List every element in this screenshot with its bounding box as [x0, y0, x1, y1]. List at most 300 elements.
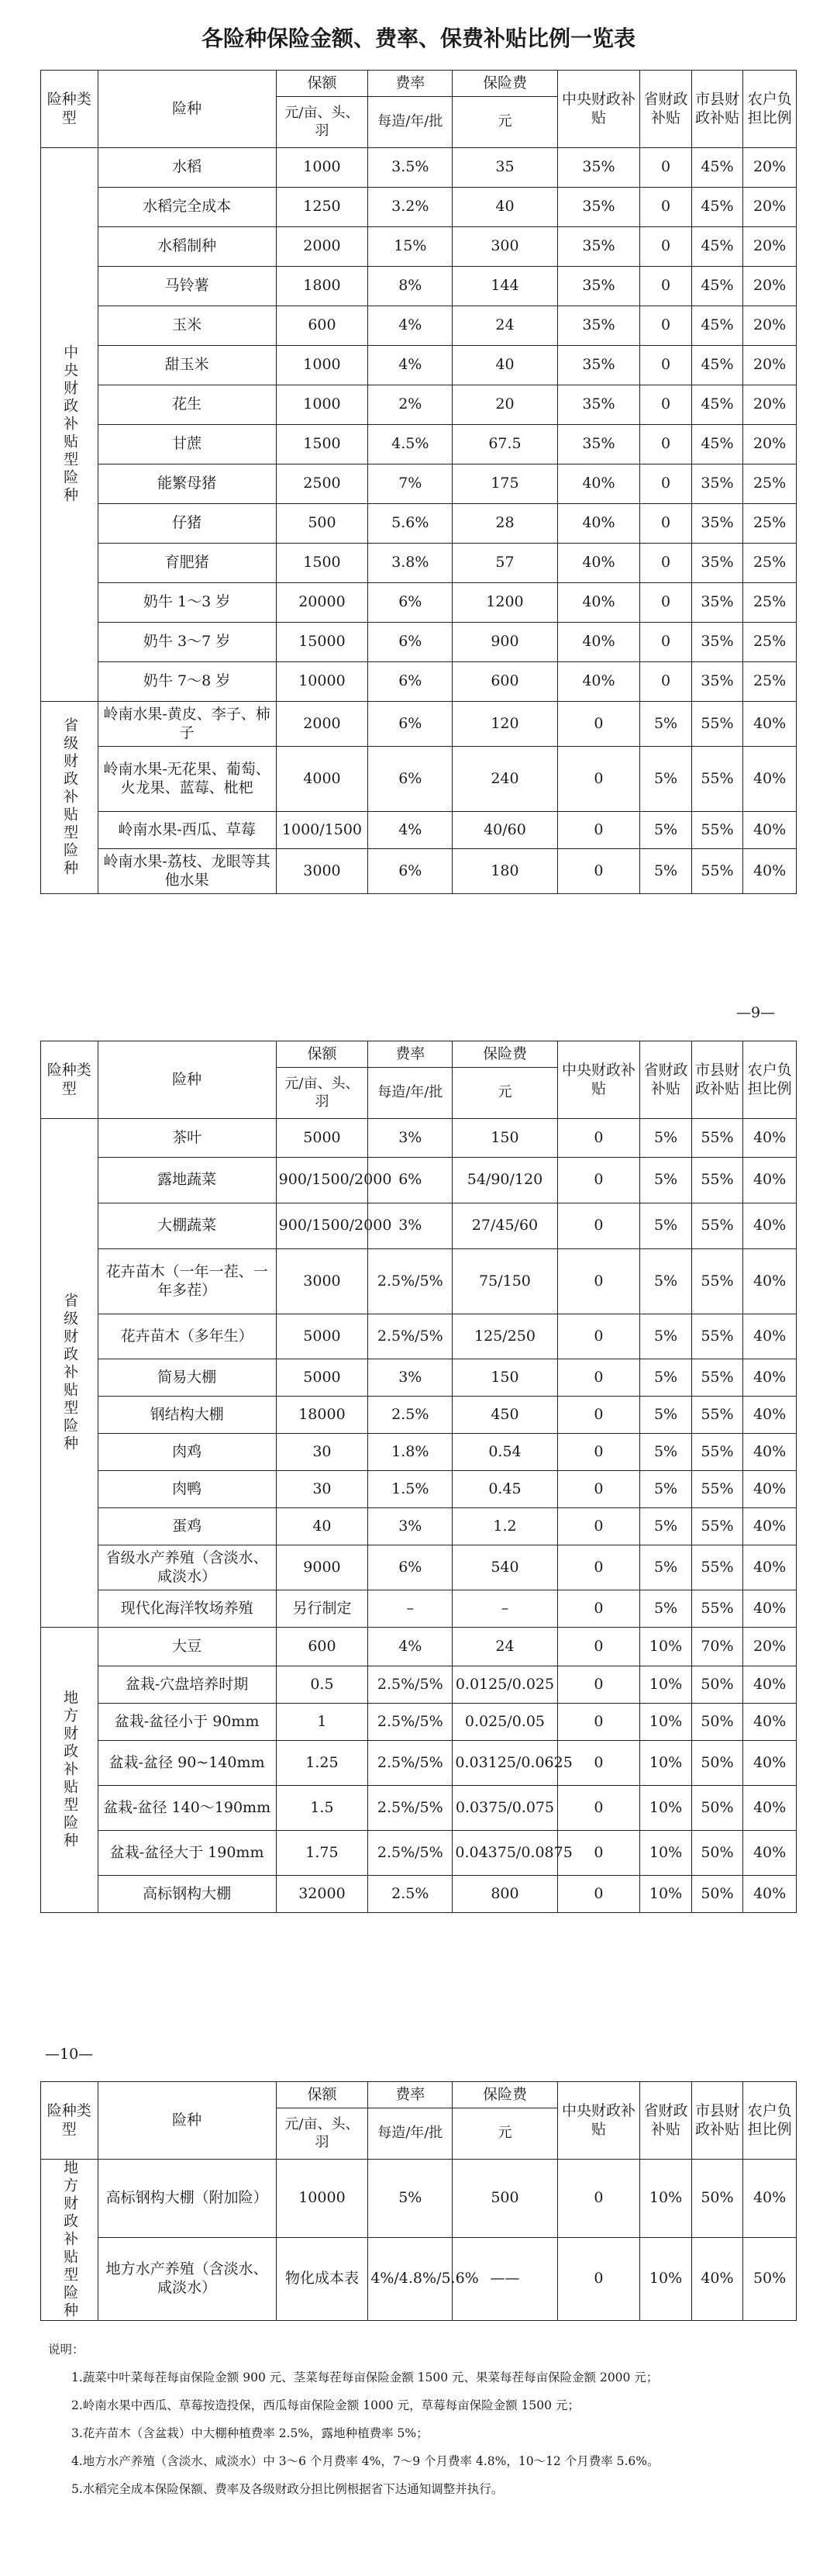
value-cell: 0.03125/0.0625 — [453, 1741, 557, 1786]
header-rate: 费率 — [368, 1041, 453, 1068]
header-premium: 保险费 — [453, 71, 557, 97]
value-cell: 20 — [453, 385, 557, 425]
value-cell: 40% — [743, 1704, 797, 1741]
value-cell: 55% — [691, 702, 742, 747]
value-cell: 10% — [640, 2237, 691, 2320]
value-cell: 2.5%/5% — [368, 1741, 453, 1786]
table-row — [41, 1786, 797, 1831]
table-row — [41, 1249, 797, 1314]
value-cell: 35% — [557, 346, 640, 385]
value-cell: 4% — [368, 346, 453, 385]
value-cell: 40% — [743, 1590, 797, 1628]
value-cell: 0.54 — [453, 1434, 557, 1471]
value-cell: 10% — [640, 1628, 691, 1666]
value-cell: 35% — [557, 227, 640, 267]
value-cell: 1200 — [453, 583, 557, 623]
table-2-body — [41, 1119, 797, 1913]
value-cell: 35% — [557, 148, 640, 188]
value-cell: – — [453, 1590, 557, 1628]
value-cell: 6% — [368, 623, 453, 662]
value-cell: 2.5%/5% — [368, 1666, 453, 1704]
table-row — [41, 662, 797, 702]
value-cell: 0.0125/0.025 — [453, 1666, 557, 1704]
insurance-name-cell: 仔猪 — [98, 504, 276, 544]
value-cell: 0 — [640, 623, 691, 662]
insurance-name-cell: 简易大棚 — [98, 1359, 276, 1397]
value-cell: 35% — [691, 544, 742, 583]
value-cell: 55% — [691, 1249, 742, 1314]
insurance-name-cell: 现代化海洋牧场养殖 — [98, 1590, 276, 1628]
header-premium-unit: 元 — [453, 97, 557, 148]
table-row — [41, 1119, 797, 1158]
value-cell: 3% — [368, 1359, 453, 1397]
notes-section — [48, 2336, 808, 2503]
insurance-name-cell: 玉米 — [98, 306, 276, 346]
value-cell: 0 — [557, 1314, 640, 1359]
insurance-name-cell: 水稻完全成本 — [98, 188, 276, 227]
table-row — [41, 1359, 797, 1397]
value-cell: 4% — [368, 812, 453, 849]
value-cell: 55% — [691, 1314, 742, 1359]
value-cell: 1250 — [276, 188, 368, 227]
value-cell: 5% — [640, 1508, 691, 1545]
value-cell: 0 — [557, 747, 640, 812]
value-cell: 40% — [557, 464, 640, 504]
value-cell: 40% — [557, 583, 640, 623]
value-cell: 40% — [743, 1359, 797, 1397]
value-cell: 55% — [691, 1203, 742, 1249]
value-cell: 240 — [453, 747, 557, 812]
value-cell: 0.45 — [453, 1471, 557, 1508]
table-row — [41, 188, 797, 227]
value-cell: 10% — [640, 1741, 691, 1786]
insurance-name-cell: 盆栽-盆径 140～190mm — [98, 1786, 276, 1831]
insurance-name-cell: 岭南水果-荔枝、龙眼等其他水果 — [98, 849, 276, 894]
insurance-name-cell: 肉鸡 — [98, 1434, 276, 1471]
value-cell: 5% — [640, 747, 691, 812]
value-cell: 50% — [691, 1786, 742, 1831]
insurance-name-cell: 高标钢构大棚（附加险） — [98, 2160, 276, 2238]
value-cell: 57 — [453, 544, 557, 583]
value-cell: 0 — [640, 346, 691, 385]
header-rate: 费率 — [368, 71, 453, 97]
insurance-name-cell: 露地蔬菜 — [98, 1158, 276, 1203]
value-cell: 0 — [557, 1741, 640, 1786]
value-cell: 0 — [557, 1704, 640, 1741]
value-cell: 35% — [557, 267, 640, 306]
table-row — [41, 1158, 797, 1203]
insurance-name-cell: 钢结构大棚 — [98, 1397, 276, 1434]
value-cell: 5% — [640, 1471, 691, 1508]
header-farmer: 农户负担比例 — [743, 2082, 797, 2160]
insurance-name-cell: 甜玉米 — [98, 346, 276, 385]
header-name: 险种 — [98, 71, 276, 148]
value-cell: 40% — [743, 1666, 797, 1704]
value-cell: 40% — [743, 1471, 797, 1508]
header-central: 中央财政补贴 — [557, 71, 640, 148]
value-cell: 30 — [276, 1471, 368, 1508]
value-cell: 55% — [691, 1545, 742, 1590]
header-premium-unit: 元 — [453, 1068, 557, 1119]
table-row — [41, 849, 797, 894]
value-cell: 20% — [743, 306, 797, 346]
value-cell: 1000 — [276, 385, 368, 425]
value-cell: 15000 — [276, 623, 368, 662]
value-cell: 0 — [640, 385, 691, 425]
insurance-name-cell: 岭南水果-西瓜、草莓 — [98, 812, 276, 849]
value-cell: 1000/1500 — [276, 812, 368, 849]
header-rate: 费率 — [368, 2082, 453, 2108]
value-cell: 0 — [557, 1590, 640, 1628]
value-cell: 另行制定 — [276, 1590, 368, 1628]
page-number-10: —10— — [45, 2046, 94, 2063]
value-cell: 5% — [640, 1545, 691, 1590]
value-cell: 55% — [691, 1434, 742, 1471]
value-cell: 45% — [691, 227, 742, 267]
value-cell: 0 — [557, 1158, 640, 1203]
value-cell: 10% — [640, 2160, 691, 2238]
table-row — [41, 1741, 797, 1786]
value-cell: 55% — [691, 849, 742, 894]
value-cell: 40% — [557, 662, 640, 702]
value-cell: 45% — [691, 306, 742, 346]
value-cell: 3.5% — [368, 148, 453, 188]
value-cell: 40% — [743, 812, 797, 849]
value-cell: 20% — [743, 346, 797, 385]
value-cell: 0 — [640, 306, 691, 346]
value-cell: 180 — [453, 849, 557, 894]
insurance-name-cell: 能繁母猪 — [98, 464, 276, 504]
value-cell: 55% — [691, 812, 742, 849]
value-cell: 50% — [691, 1666, 742, 1704]
value-cell: 40% — [743, 1203, 797, 1249]
value-cell: 800 — [453, 1876, 557, 1913]
value-cell: 45% — [691, 148, 742, 188]
value-cell: 45% — [691, 346, 742, 385]
value-cell: 35% — [557, 425, 640, 464]
value-cell: 3.2% — [368, 188, 453, 227]
value-cell: 300 — [453, 227, 557, 267]
value-cell: 35% — [691, 662, 742, 702]
value-cell: 40% — [691, 2237, 742, 2320]
value-cell: 10% — [640, 1876, 691, 1913]
value-cell: 500 — [276, 504, 368, 544]
insurance-name-cell: 岭南水果-黄皮、李子、柿子 — [98, 702, 276, 747]
category-cell: 中央财政补贴型险种 — [41, 148, 98, 702]
value-cell: 40% — [743, 1314, 797, 1359]
insurance-name-cell: 水稻 — [98, 148, 276, 188]
table-row — [41, 1590, 797, 1628]
value-cell: 25% — [743, 544, 797, 583]
value-cell: 40 — [276, 1508, 368, 1545]
table-row — [41, 544, 797, 583]
value-cell: 6% — [368, 849, 453, 894]
value-cell: 25% — [743, 623, 797, 662]
notes-heading: 说明： — [48, 2343, 84, 2357]
value-cell: 5.6% — [368, 504, 453, 544]
value-cell: 5% — [640, 1434, 691, 1471]
value-cell: 6% — [368, 1158, 453, 1203]
value-cell: 5% — [640, 849, 691, 894]
value-cell: 67.5 — [453, 425, 557, 464]
value-cell: 1800 — [276, 267, 368, 306]
header-premium: 保险费 — [453, 1041, 557, 1068]
value-cell: 20% — [743, 267, 797, 306]
category-cell: 省级财政补贴型险种 — [41, 702, 98, 894]
value-cell: 0 — [557, 1203, 640, 1249]
value-cell: 5% — [640, 1203, 691, 1249]
value-cell: 1 — [276, 1704, 368, 1741]
header-farmer: 农户负担比例 — [743, 71, 797, 148]
table-row — [41, 623, 797, 662]
table-row — [41, 385, 797, 425]
value-cell: 5000 — [276, 1359, 368, 1397]
value-cell: 20% — [743, 425, 797, 464]
value-cell: 0 — [640, 583, 691, 623]
table-row — [41, 227, 797, 267]
value-cell: 0 — [640, 504, 691, 544]
table-row — [41, 812, 797, 849]
value-cell: 物化成本表 — [276, 2237, 368, 2320]
value-cell: 10000 — [276, 662, 368, 702]
value-cell: 6% — [368, 583, 453, 623]
header-rate-unit: 每造/年/批 — [368, 2108, 453, 2160]
category-cell: 地方财政补贴型险种 — [41, 2160, 98, 2321]
insurance-name-cell: 大棚蔬菜 — [98, 1203, 276, 1249]
value-cell: 50% — [691, 1704, 742, 1741]
value-cell: 3000 — [276, 849, 368, 894]
table-row — [41, 1666, 797, 1704]
insurance-name-cell: 茶叶 — [98, 1119, 276, 1158]
value-cell: 35 — [453, 148, 557, 188]
insurance-name-cell: 马铃薯 — [98, 267, 276, 306]
value-cell: 0 — [557, 1119, 640, 1158]
value-cell: 10% — [640, 1786, 691, 1831]
value-cell: – — [368, 1590, 453, 1628]
value-cell: 25% — [743, 583, 797, 623]
table-row — [41, 306, 797, 346]
insurance-name-cell: 花卉苗木（多年生） — [98, 1314, 276, 1359]
table-1-body — [41, 148, 797, 894]
value-cell: 0 — [557, 1545, 640, 1590]
value-cell: 40% — [743, 1158, 797, 1203]
value-cell: 6% — [368, 1545, 453, 1590]
header-amount-unit: 元/亩、头、羽 — [276, 2108, 368, 2160]
value-cell: 20% — [743, 227, 797, 267]
insurance-table-3 — [40, 2081, 797, 2321]
value-cell: 1.2 — [453, 1508, 557, 1545]
value-cell: 0 — [557, 1831, 640, 1876]
header-amount: 保额 — [276, 71, 368, 97]
value-cell: 27/45/60 — [453, 1203, 557, 1249]
value-cell: 0 — [557, 1397, 640, 1434]
header-type: 险种类型 — [41, 2082, 98, 2160]
insurance-name-cell: 盆栽-盆径 90~140mm — [98, 1741, 276, 1786]
table-row — [41, 747, 797, 812]
value-cell: 25% — [743, 662, 797, 702]
value-cell: 75/150 — [453, 1249, 557, 1314]
value-cell: 1.8% — [368, 1434, 453, 1471]
table-row — [41, 267, 797, 306]
value-cell: 0 — [557, 1359, 640, 1397]
value-cell: 6% — [368, 747, 453, 812]
value-cell: 5% — [640, 1359, 691, 1397]
insurance-name-cell: 奶牛 7～8 岁 — [98, 662, 276, 702]
value-cell: 5% — [640, 1119, 691, 1158]
value-cell: 0.04375/0.0875 — [453, 1831, 557, 1876]
value-cell: 600 — [453, 662, 557, 702]
value-cell: 0 — [557, 1666, 640, 1704]
value-cell: 450 — [453, 1397, 557, 1434]
value-cell: 5% — [640, 1158, 691, 1203]
value-cell: 120 — [453, 702, 557, 747]
page-title: 各险种保险金额、费率、保费补贴比例一览表 — [201, 26, 636, 51]
header-province: 省财政补贴 — [640, 1041, 691, 1119]
value-cell: 2.5%/5% — [368, 1314, 453, 1359]
header-type: 险种类型 — [41, 1041, 98, 1119]
value-cell: 5% — [640, 702, 691, 747]
value-cell: 600 — [276, 1628, 368, 1666]
value-cell: 20% — [743, 385, 797, 425]
value-cell: 0 — [640, 227, 691, 267]
value-cell: 0 — [557, 1249, 640, 1314]
header-premium-unit: 元 — [453, 2108, 557, 2160]
header-city: 市县财政补贴 — [691, 71, 742, 148]
value-cell: 40% — [743, 1508, 797, 1545]
value-cell: 5% — [640, 1314, 691, 1359]
header-central: 中央财政补贴 — [557, 1041, 640, 1119]
value-cell: 10% — [640, 1831, 691, 1876]
value-cell: 0 — [557, 812, 640, 849]
value-cell: 6% — [368, 702, 453, 747]
value-cell: 35% — [691, 504, 742, 544]
value-cell: 125/250 — [453, 1314, 557, 1359]
value-cell: 2000 — [276, 227, 368, 267]
insurance-name-cell: 盆栽-穴盘培养时期 — [98, 1666, 276, 1704]
value-cell: 35% — [557, 188, 640, 227]
value-cell: 40% — [743, 1397, 797, 1434]
value-cell: 0 — [557, 1876, 640, 1913]
value-cell: 40 — [453, 188, 557, 227]
value-cell: 7% — [368, 464, 453, 504]
value-cell: 540 — [453, 1545, 557, 1590]
value-cell: —— — [453, 2237, 557, 2320]
value-cell: 1.25 — [276, 1741, 368, 1786]
value-cell: 55% — [691, 1158, 742, 1203]
value-cell: 40% — [557, 504, 640, 544]
value-cell: 5% — [640, 812, 691, 849]
value-cell: 35% — [557, 385, 640, 425]
value-cell: 35% — [691, 464, 742, 504]
value-cell: 10% — [640, 1704, 691, 1741]
value-cell: 0 — [557, 1434, 640, 1471]
value-cell: 45% — [691, 267, 742, 306]
value-cell: 18000 — [276, 1397, 368, 1434]
insurance-table-1 — [40, 70, 797, 894]
value-cell: 150 — [453, 1359, 557, 1397]
value-cell: 0 — [557, 849, 640, 894]
header-type: 险种类型 — [41, 71, 98, 148]
table-row — [41, 1831, 797, 1876]
value-cell: 55% — [691, 1359, 742, 1397]
table-row — [41, 583, 797, 623]
value-cell: 10% — [640, 1666, 691, 1704]
table-row — [41, 702, 797, 747]
value-cell: 55% — [691, 1471, 742, 1508]
note-item: 4.地方水产养殖（含淡水、咸淡水）中 3～6 个月费率 4%，7～9 个月费率 4.8%，10～12 个月费率 5.6%。 — [71, 2454, 660, 2468]
table-row — [41, 1628, 797, 1666]
value-cell: 0 — [557, 1471, 640, 1508]
value-cell: 1.5% — [368, 1471, 453, 1508]
value-cell: 40% — [743, 1741, 797, 1786]
header-rate-unit: 每造/年/批 — [368, 1068, 453, 1119]
value-cell: 40% — [743, 1545, 797, 1590]
insurance-name-cell: 地方水产养殖（含淡水、咸淡水） — [98, 2237, 276, 2320]
value-cell: 40% — [743, 849, 797, 894]
value-cell: 3% — [368, 1508, 453, 1545]
table-row — [41, 1876, 797, 1913]
value-cell: 40% — [743, 1876, 797, 1913]
header-name: 险种 — [98, 2082, 276, 2160]
insurance-name-cell: 省级水产养殖（含淡水、咸淡水） — [98, 1545, 276, 1590]
insurance-name-cell: 花生 — [98, 385, 276, 425]
value-cell: 55% — [691, 1508, 742, 1545]
value-cell: 0 — [557, 702, 640, 747]
header-amount: 保额 — [276, 1041, 368, 1068]
value-cell: 40/60 — [453, 812, 557, 849]
table-row — [41, 2160, 797, 2238]
value-cell: 2.5%/5% — [368, 1704, 453, 1741]
table-row — [41, 1397, 797, 1434]
header-name: 险种 — [98, 1041, 276, 1119]
value-cell: 175 — [453, 464, 557, 504]
value-cell: 35% — [691, 623, 742, 662]
table-row — [41, 1508, 797, 1545]
value-cell: 50% — [691, 1831, 742, 1876]
value-cell: 10000 — [276, 2160, 368, 2238]
value-cell: 50% — [691, 2160, 742, 2238]
table-3-body — [41, 2160, 797, 2321]
header-province: 省财政补贴 — [640, 2082, 691, 2160]
value-cell: 2.5% — [368, 1397, 453, 1434]
value-cell: 9000 — [276, 1545, 368, 1590]
insurance-name-cell: 高标钢构大棚 — [98, 1876, 276, 1913]
value-cell: 5% — [640, 1397, 691, 1434]
table-row — [41, 2237, 797, 2320]
value-cell: 2000 — [276, 702, 368, 747]
note-item: 1.蔬菜中叶菜每茬每亩保险金额 900 元、茎菜每茬每亩保险金额 1500 元、果菜每茬每亩保险金额 2000 元； — [71, 2371, 659, 2384]
header-farmer: 农户负担比例 — [743, 1041, 797, 1119]
value-cell: 24 — [453, 1628, 557, 1666]
value-cell: 40% — [743, 1831, 797, 1876]
value-cell: 6% — [368, 662, 453, 702]
value-cell: 3% — [368, 1203, 453, 1249]
value-cell: 32000 — [276, 1876, 368, 1913]
value-cell: 0 — [557, 2237, 640, 2320]
value-cell: 28 — [453, 504, 557, 544]
value-cell: 2% — [368, 385, 453, 425]
value-cell: 600 — [276, 306, 368, 346]
insurance-name-cell: 肉鸭 — [98, 1471, 276, 1508]
value-cell: 45% — [691, 188, 742, 227]
table-row — [41, 464, 797, 504]
value-cell: 40% — [743, 1249, 797, 1314]
value-cell: 20% — [743, 188, 797, 227]
value-cell: 5000 — [276, 1314, 368, 1359]
value-cell: 0 — [640, 425, 691, 464]
value-cell: 40% — [557, 623, 640, 662]
value-cell: 0 — [640, 188, 691, 227]
